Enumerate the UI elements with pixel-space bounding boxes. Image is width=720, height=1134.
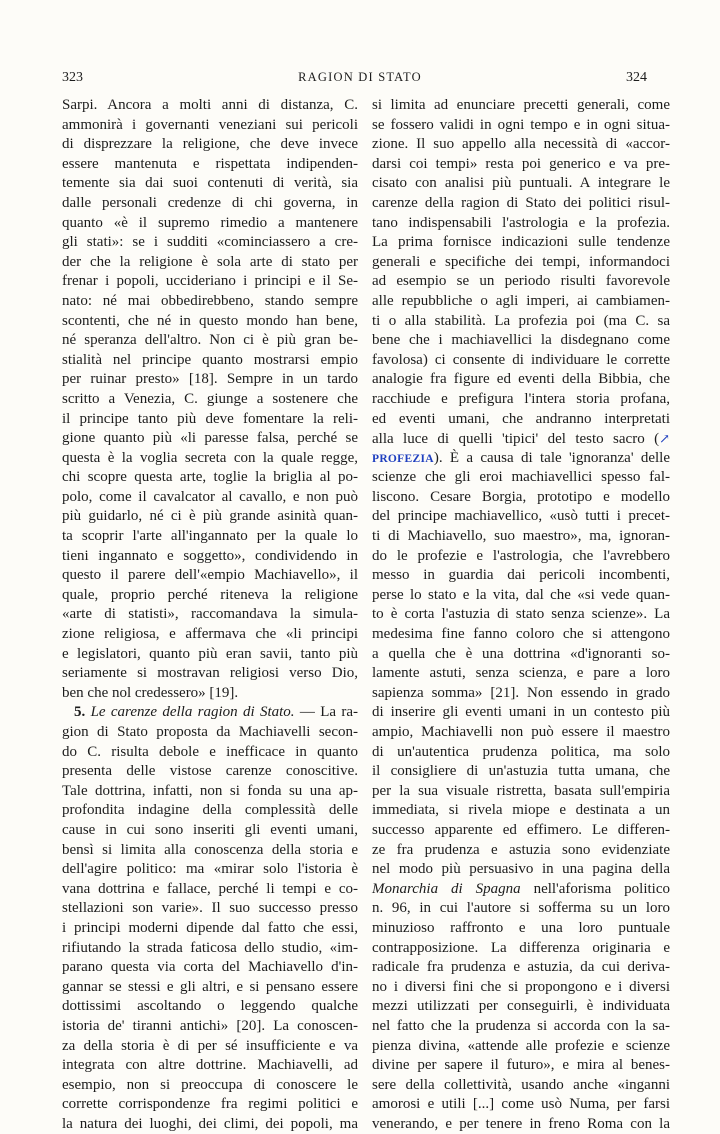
text-line [62, 292, 358, 312]
text-line [62, 116, 358, 136]
text-line-content: temente sia dai suoi contenuti di verità, sia [62, 175, 358, 192]
text-line-content: tano indispensabili l'astrologia e la profezia. [372, 214, 670, 231]
text-line [372, 978, 670, 998]
text-line-content: istoria de' tiranni antichi» [20]. La conoscen- [62, 1017, 358, 1034]
text-line-content: amorosi e utili [...] come usò Numa, per farsi [372, 1096, 670, 1113]
text-line-content: radicale fra prudenza e astuzia, da cui deriva- [372, 959, 670, 976]
text-line-content: profondita indagine della complessità delle [62, 802, 358, 819]
text-line-content: quanto «è il supremo rimedio a mantenere [62, 214, 358, 231]
text-line [62, 272, 358, 292]
text-line-content: racchiude e prefigura l'intera storia profana, [372, 390, 670, 407]
text-line [372, 272, 670, 292]
text-line [62, 429, 358, 449]
text-line [62, 1017, 358, 1037]
text-line [372, 116, 670, 136]
text-line [62, 997, 358, 1017]
text-line [372, 997, 670, 1017]
text-line-content: seriamente si mostravan religiosi verso Dio, [62, 665, 358, 682]
text-line-content: si limita ad enunciare precetti generali, come [372, 97, 670, 113]
text-line [62, 566, 358, 586]
text-line-content: di inserire gli eventi umani in un contesto più [372, 704, 670, 721]
text-line [62, 155, 358, 175]
text-line-content: il principe tanto più deve fomentare la reli- [62, 410, 358, 427]
text-line-content: ben che nol credessero» [19]. [62, 684, 239, 701]
text-line [372, 1037, 670, 1057]
text-line [372, 703, 670, 723]
text-line [62, 939, 358, 959]
text-line-content: tieni ingannato e soggetto», condividendo in [62, 547, 358, 564]
text-line-content: il consigliere di un'astuzia tutta umana, che [372, 763, 670, 780]
text-line-content: per la sua visuale ristretta, basata sull'empiria [372, 782, 670, 799]
text-line [62, 743, 358, 763]
text-line-content: zione. Il suo appello alla necessità di «accor- [372, 136, 670, 153]
text-line [62, 723, 358, 743]
text-line-content: vana dottrina e fallace, perché li tempi e co- [62, 880, 358, 897]
text-line [62, 782, 358, 802]
text-line [372, 1115, 670, 1134]
text-line [372, 566, 670, 586]
text-line-content: questa è la voglia secreta con la quale regge, [62, 449, 358, 466]
text-line [62, 625, 358, 645]
text-line-content: scritto a Venezia, C. giunge a sostenere che [62, 390, 358, 407]
text-line-content: analogie fra figure ed eventi della Bibbia, che [372, 371, 670, 388]
text-line-content: di disprezzare la religione, che deve invece [62, 136, 358, 153]
text-line [372, 625, 670, 645]
text-line [62, 527, 358, 547]
text-line-content: per ruinar presto» [18]. Sempre in un tardo [62, 371, 358, 388]
text-line [62, 488, 358, 508]
text-line [372, 821, 670, 841]
running-title: RAGION DI STATO [298, 70, 422, 84]
text-line-content: perse lo stato e la vita, dal che «si vede quan- [372, 586, 670, 603]
text-line-content: presenta delle vistose carenze conoscitive. [62, 763, 358, 780]
italic-work-title: Monarchia di Spagna [372, 880, 521, 897]
text-line [62, 1095, 358, 1115]
text-line [372, 135, 670, 155]
section-number: 5. [74, 704, 86, 721]
text-line-content: ). È a causa di tale 'ignoranza' delle [433, 449, 670, 466]
text-line-content: questo il parere dell'«empio Machiavello», il [62, 567, 358, 584]
text-line-content: integrata con altre dottrine. Machiavelli, ad [62, 1057, 358, 1074]
text-line-content: gion di Stato proposta da Machiavelli secon- [62, 724, 358, 740]
text-line [372, 507, 670, 527]
text-line-content: ti di Machiavello, suo maestro», ma, ignoran- [372, 528, 670, 545]
text-line [62, 312, 358, 332]
text-line [372, 899, 670, 919]
section-heading-rest: — La ra- [294, 704, 359, 721]
text-line [62, 468, 358, 488]
text-line-content: do C. risulta debole e inefficace in quanto [62, 743, 358, 760]
text-line-content: ad esempio se un periodo risulti favorevole [372, 273, 670, 290]
text-line [372, 312, 670, 332]
text-line [372, 429, 670, 449]
text-line [372, 723, 670, 743]
text-line [372, 370, 670, 390]
text-line [372, 253, 670, 273]
text-line [62, 860, 358, 880]
text-line [372, 155, 670, 175]
text-line [372, 1017, 670, 1037]
text-line-content: carenze della ragion di Stato dei politici risul- [372, 194, 670, 211]
text-line [62, 801, 358, 821]
text-line-content: gione quanto più «li paresse falsa, perché se [62, 430, 358, 447]
text-line-content: scontenti, che né in questo mondo han bene, [62, 312, 358, 329]
text-line-content: do le profezie e l'astrologia, che l'avrebbero [372, 547, 670, 564]
text-line [372, 782, 670, 802]
text-line-content: ti o alla stabilità. La profezia poi (ma C. sa [372, 312, 670, 329]
text-line-content: gannar se stessi e gli altri, e si pensano essere [62, 978, 358, 995]
text-line [62, 174, 358, 194]
text-line [62, 1056, 358, 1076]
text-line [372, 410, 670, 430]
text-line [372, 743, 670, 763]
text-line-content: favolosa) ci consente di individuare le corrette [372, 351, 670, 368]
text-line [62, 586, 358, 606]
text-line-content: mezzi utilizzati per conseguirli, è individuata [372, 998, 670, 1015]
cross-reference-link-profezia[interactable]: PROFEZIA [372, 452, 434, 465]
text-line-content: bensì si limita alla conoscenza della storia e [62, 841, 358, 858]
text-line [62, 841, 358, 861]
text-line-content: divine per sapere il futuro», e mira al benes- [372, 1057, 670, 1074]
text-line [62, 547, 358, 567]
text-line [62, 645, 358, 665]
text-line-content: successo apparente ed effimero. Le differen- [372, 821, 670, 838]
section-heading-line [62, 703, 358, 723]
text-line [372, 664, 670, 684]
text-line-content: stellazioni son varie». Il suo successo presso [62, 900, 358, 917]
text-line-content: venerando, e per tenere in freno Roma con la [372, 1115, 670, 1132]
page-number-left: 323 [62, 70, 83, 85]
text-line [62, 1115, 358, 1134]
text-line [62, 370, 358, 390]
text-line [372, 331, 670, 351]
text-line [372, 860, 670, 880]
text-line [372, 390, 670, 410]
text-line-content: a quella che è una dottrina «d'ignoranti so- [372, 645, 670, 662]
text-line-content: del principe machiavellico, «usò tutti i precet- [372, 508, 670, 525]
text-line-content: nel fatto che la prudenza si accorda con la sa- [372, 1017, 670, 1034]
text-line [372, 174, 670, 194]
text-line [62, 958, 358, 978]
text-line [372, 194, 670, 214]
text-line [372, 449, 670, 469]
text-line-content: ammonirà i governanti veneziani sui pericoli [62, 116, 358, 133]
text-line [372, 958, 670, 978]
text-line-content: la natura dei luoghi, dei climi, dei popoli, ma [62, 1115, 358, 1132]
text-line-content: darsi coi tempi» resta poi generico e va pre- [372, 155, 670, 172]
text-line-content: ampio, Machiavelli non può essere il maestro [372, 724, 670, 740]
text-line [62, 351, 358, 371]
text-line [372, 1056, 670, 1076]
text-line-content: nato: né mai obbedirebbeno, stando sempre [62, 292, 358, 309]
text-line-content: cause in cui sono inseriti gli eventi umani, [62, 821, 358, 838]
text-line-content: dottissimi ascoltando o leggendo qualche [62, 998, 358, 1015]
text-line-content: di un'autentica prudenza politica, ma solo [372, 743, 670, 760]
text-line-content: liscono. Cesare Borgia, prototipo e modello [372, 488, 670, 505]
text-line [372, 468, 670, 488]
text-line-content: polo, come il cavalcator al cavallo, e non può [62, 488, 358, 505]
text-line-content: messo in guardia dai pericoli incombenti, [372, 567, 670, 584]
text-line [62, 194, 358, 214]
text-line-content: ze fra prudenza e astuzia sono evidenziate [372, 841, 670, 858]
text-line-content: contrapposizione. La differenza originaria e [372, 939, 670, 956]
text-line-content: ta scoprir l'arte all'ingannato per la quale lo [62, 528, 358, 545]
text-line-content: frenar i popoli, ucciderianо i principi e il Se- [62, 273, 358, 290]
text-line [372, 292, 670, 312]
text-line [62, 880, 358, 900]
text-line [372, 684, 670, 704]
text-line-content: ed eventi umani, che andranno interpretati [372, 410, 670, 427]
text-line [372, 1076, 670, 1096]
text-line [62, 233, 358, 253]
text-line-content: alla luce di quelli 'tipici' del testo sacro ( [372, 431, 660, 448]
text-line [372, 1095, 670, 1115]
text-line [372, 880, 670, 900]
text-line [372, 233, 670, 253]
text-line [62, 919, 358, 939]
text-line-content: generali e specifiche dei tempi, informandoci [372, 253, 670, 270]
text-line-content: to è corta l'astuzia di stato senza scienze». La [372, 606, 670, 623]
text-line-content: zione religiosa, e affermava che «li principi [62, 626, 358, 643]
text-line [62, 684, 358, 704]
text-line-content: e legislatori, quanto più eran savii, tanto più [62, 645, 358, 662]
text-line [62, 410, 358, 430]
text-line-content: chi scopre questa arte, toglie la briglia al po- [62, 469, 358, 486]
text-line-content: se fossero validi in ogni tempo e in ogni situa- [372, 116, 670, 133]
text-line-content: medesima fine fanno coloro che si attengono [372, 626, 670, 643]
text-line [62, 331, 358, 351]
text-line [62, 1076, 358, 1096]
cross-reference-arrow-icon: ↗ [659, 431, 670, 447]
text-line-content: né speranza dell'altro. Non ci è più gran be- [62, 332, 358, 349]
text-line-content: alle repubbliche o agli imperi, ai cambiamen- [372, 292, 670, 309]
text-line [372, 645, 670, 665]
text-line [372, 586, 670, 606]
text-line-content: za della storia è di per sé insufficiente e va [62, 1037, 358, 1054]
text-line [372, 96, 670, 116]
text-line [62, 449, 358, 469]
text-line-content: pienza divina, «attende alle profezie e scienze [372, 1037, 670, 1054]
text-line-content: Tale dottrina, infatti, non si fonda su una ap- [62, 782, 358, 799]
text-line-content: dell'agire politico: ma «mirar solo l'istoria è [62, 861, 358, 878]
text-line-content: nel modo più persuasivo in una pagina della [372, 861, 670, 878]
text-line [372, 488, 670, 508]
section-title: Le carenze della ragion di Stato. [90, 704, 295, 721]
text-line-content: corrette corrispondenze fra regimi politici e [62, 1096, 358, 1113]
text-line [62, 135, 358, 155]
text-line-content: bene che i machiavellici la disdegnano come [372, 332, 670, 349]
text-line [372, 919, 670, 939]
text-line-content: gli stati»: se i sudditi «cominciassero a cre- [62, 234, 358, 251]
text-line [62, 821, 358, 841]
text-line [62, 214, 358, 234]
text-line [62, 978, 358, 998]
text-line [62, 253, 358, 273]
text-line [372, 801, 670, 821]
text-line-content: no i diversi fini che si propongono e i diversi [372, 978, 670, 995]
text-line-content: sapienza somma» [21]. Non essendo in grado [372, 684, 670, 701]
text-line [372, 214, 670, 234]
text-line [62, 899, 358, 919]
text-line-content: essere mantenuta e rispettata indipenden- [62, 155, 358, 172]
text-line-content: più guidarlo, né ci è più grande asinità quan- [62, 508, 358, 525]
right-column [372, 96, 670, 1134]
text-line-content: immediata, si rivela miope e destinata a un [372, 802, 670, 819]
text-line-content: Sarpi. Ancora a molti anni di distanza, C. [62, 97, 358, 113]
text-line-content: stialità nel principe quanto mostrarsi empio [62, 351, 358, 368]
text-line-content: quale, proprio perché riteneva la religione [62, 586, 358, 603]
text-line-content: nell'aforisma politico [533, 880, 670, 897]
text-line [372, 547, 670, 567]
page-header [0, 70, 720, 90]
text-line [62, 96, 358, 116]
text-line-content: der che la religione è sola arte di stato per [62, 253, 358, 270]
text-line-content: i principi moderni dipende dal fatto che essi, [62, 919, 358, 936]
text-line-content: «arte di statisti», raccomandava la simula- [62, 606, 358, 623]
text-line-content: dalle personali credenze di chi governa, in [62, 194, 358, 211]
text-line [372, 939, 670, 959]
text-line-content: cisato con analisi più puntuali. A integrare le [372, 175, 670, 192]
text-line-content: minuzioso raffronto e una loro puntuale [372, 919, 670, 936]
text-line [372, 351, 670, 371]
text-line-content: rifiutando la strada faticosa dello studio, «im- [62, 939, 358, 956]
text-line [372, 841, 670, 861]
text-line-content: parano questa via corta del Machiavello d'in- [62, 959, 358, 976]
text-line [62, 507, 358, 527]
text-line-content: lamente astuti, senza scienza, e pare a loro [372, 665, 670, 682]
page-number-right: 324 [626, 70, 647, 85]
text-line [62, 390, 358, 410]
text-line-content: sere della collettività, usando anche «inganni [372, 1076, 670, 1093]
text-line [372, 762, 670, 782]
text-line-content: scienze che gli eroi machiavellici spesso fal- [372, 469, 670, 486]
text-line [372, 527, 670, 547]
text-line [62, 762, 358, 782]
left-column [62, 96, 358, 1134]
text-line-content: n. 96, in cui l'autore si sofferma su un loro [372, 900, 670, 917]
text-line [372, 605, 670, 625]
text-line-content: esempio, non si preoccupa di conoscere le [62, 1076, 358, 1093]
text-line [62, 664, 358, 684]
text-line-content: La prima fornisce indicazioni sulle tendenze [372, 234, 670, 251]
text-line [62, 1037, 358, 1057]
text-line [62, 605, 358, 625]
